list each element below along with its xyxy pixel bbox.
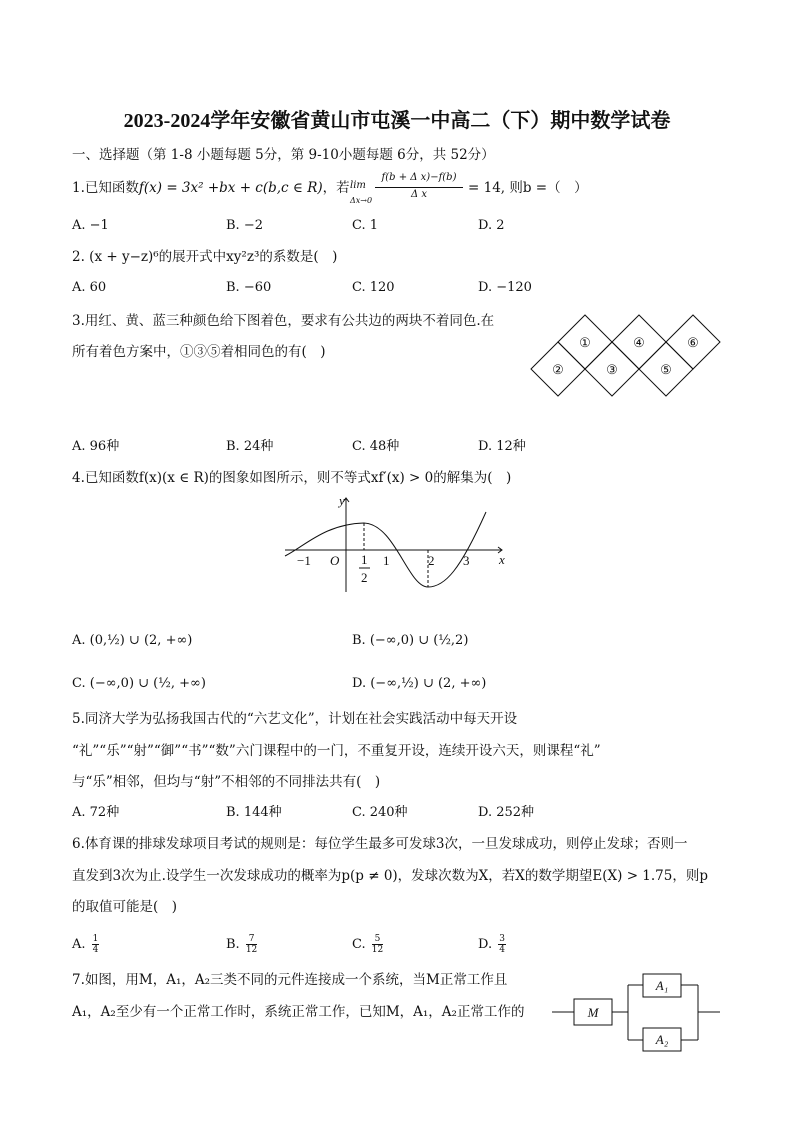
- x-axis-label: x: [499, 552, 505, 567]
- y-axis-label: y: [339, 493, 345, 508]
- q6-option-c-prefix: C.: [352, 937, 366, 952]
- q1-stem-a: 1.已知函数: [72, 180, 139, 196]
- q1-stem-c: = 14, 则b =（ ）: [468, 180, 588, 196]
- q1-option-a: A. −1: [72, 218, 109, 233]
- tick-two: 2: [428, 553, 435, 568]
- q6-option-c-num: 5: [372, 934, 383, 945]
- q6-option-c: [352, 934, 383, 955]
- q2-option-a: A. 60: [72, 280, 107, 295]
- q1-fraction-numerator: f(b + Δ x)−f(b): [381, 172, 457, 183]
- q3-option-b: B. 24种: [226, 439, 274, 454]
- q3-option-a: A. 96种: [72, 439, 120, 454]
- question-5-line1: 5.同济大学为弘扬我国古代的“六艺文化”，计划在社会实践活动中每天开设: [72, 711, 518, 727]
- tick-three: 3: [463, 553, 470, 568]
- question-4-stem: 4.已知函数f(x)(x ∈ R)的图象如图所示，则不等式xf′(x) > 0的解集为( ): [72, 470, 512, 486]
- q6-option-c-den: 12: [371, 945, 384, 955]
- question-6-line1: 6.体育课的排球发球项目考试的规则是：每位学生最多可发球3次，一旦发球成功，则停止发球；否则一: [72, 836, 688, 852]
- origin-label: O: [330, 553, 340, 568]
- question-6-line3: 的取值可能是( ): [72, 899, 178, 915]
- component-m-label: M: [587, 1005, 599, 1020]
- q3-option-c: C. 48种: [352, 439, 400, 454]
- component-a1-label: A₁: [655, 978, 669, 993]
- q3-option-d: D. 12种: [478, 439, 526, 454]
- q1-option-c: C. 1: [352, 218, 379, 233]
- q5-option-a: A. 72种: [72, 805, 120, 820]
- tick-one: 1: [383, 553, 390, 568]
- q1-fraction-denominator: Δ x: [410, 189, 428, 200]
- q6-option-b-num: 7: [246, 934, 257, 945]
- q6-option-d-num: 3: [499, 934, 505, 944]
- q2-option-d: D. −120: [478, 280, 532, 295]
- q6-option-a: [72, 934, 99, 955]
- q5-option-b: B. 144种: [226, 805, 282, 820]
- region-2-label: ②: [552, 362, 564, 377]
- q6-option-a-den: 4: [92, 945, 99, 955]
- q2-option-c: C. 120: [352, 280, 395, 295]
- q1-limit: lim: [350, 180, 366, 191]
- coloring-diagram: [530, 313, 722, 413]
- q4-option-d: D. (−∞,½) ∪ (2, +∞): [352, 676, 487, 691]
- q6-option-b: [226, 934, 257, 955]
- question-7-line2: A₁，A₂至少有一个正常工作时，系统正常工作，已知M，A₁，A₂正常工作的: [72, 1004, 525, 1020]
- question-5-line2: “礼”“乐”“射”“御”“书”“数”六门课程中的一门，不重复开设，连续开设六天，则课程“礼”: [72, 743, 601, 759]
- q1-limit-sub: Δx→0: [350, 196, 373, 205]
- tick-half-numerator: 1: [361, 552, 368, 567]
- component-a2-label: A₂: [655, 1032, 669, 1047]
- q1-stem-b: ，若: [322, 180, 350, 196]
- function-graph: [280, 490, 520, 600]
- region-3-label: ③: [606, 362, 618, 377]
- section-heading: 一、选择题（第 1-8 小题每题 5分，第 9-10小题每题 6分，共 52分）: [72, 147, 495, 163]
- question-5-line3: 与“乐”相邻，但均与“射”不相邻的不同排法共有( ): [72, 774, 381, 790]
- q2-option-b: B. −60: [226, 280, 272, 295]
- q5-option-c: C. 240种: [352, 805, 408, 820]
- tick-neg1: −1: [297, 553, 311, 568]
- q5-option-d: D. 252种: [478, 805, 535, 820]
- question-2-stem: 2. (x + y−z)⁶的展开式中xy²z³的系数是( ): [72, 249, 338, 265]
- question-3-line2: 所有着色方案中，①③⑤着相同色的有( ): [72, 344, 326, 360]
- q4-option-c: C. (−∞,0) ∪ (½, +∞): [72, 676, 206, 691]
- region-6-label: ⑥: [687, 335, 699, 350]
- q6-option-b-den: 12: [245, 945, 258, 955]
- question-1-stem: [72, 178, 350, 198]
- q6-option-a-prefix: A.: [72, 937, 86, 952]
- q6-option-d: [478, 934, 506, 955]
- q1-fraction-bar: [375, 187, 463, 188]
- page-title: 2023-2024学年安徽省黄山市屯溪一中高二（下）期中数学试卷: [123, 110, 671, 132]
- q1-function: f(x) = 3x² +bx + c(b,c ∈ R): [138, 180, 323, 196]
- q1-option-d: D. 2: [478, 218, 505, 233]
- q6-option-d-prefix: D.: [478, 937, 493, 952]
- q4-option-a: A. (0,½) ∪ (2, +∞): [72, 633, 193, 648]
- region-1-label: ①: [579, 335, 591, 350]
- question-3-line1: 3.用红、黄、蓝三种颜色给下图着色，要求有公共边的两块不着同色.在: [72, 313, 495, 329]
- question-7-line1: 7.如图，用M，A₁，A₂三类不同的元件连接成一个系统，当M正常工作且: [72, 972, 508, 988]
- question-6-line2: 直发到3次为止.设学生一次发球成功的概率为p(p ≠ 0)，发球次数为X，若X的数学期望E(X) > 1.75，则p: [72, 868, 708, 884]
- q6-option-d-den: 4: [499, 945, 505, 955]
- q6-option-a-num: 1: [92, 934, 99, 944]
- region-5-label: ⑤: [660, 362, 672, 377]
- q1-option-b: B. −2: [226, 218, 263, 233]
- q6-option-b-prefix: B.: [226, 937, 240, 952]
- circuit-diagram: [550, 965, 726, 1060]
- region-4-label: ④: [633, 335, 645, 350]
- q4-option-b: B. (−∞,0) ∪ (½,2): [352, 633, 469, 648]
- tick-half-denominator: 2: [361, 570, 368, 585]
